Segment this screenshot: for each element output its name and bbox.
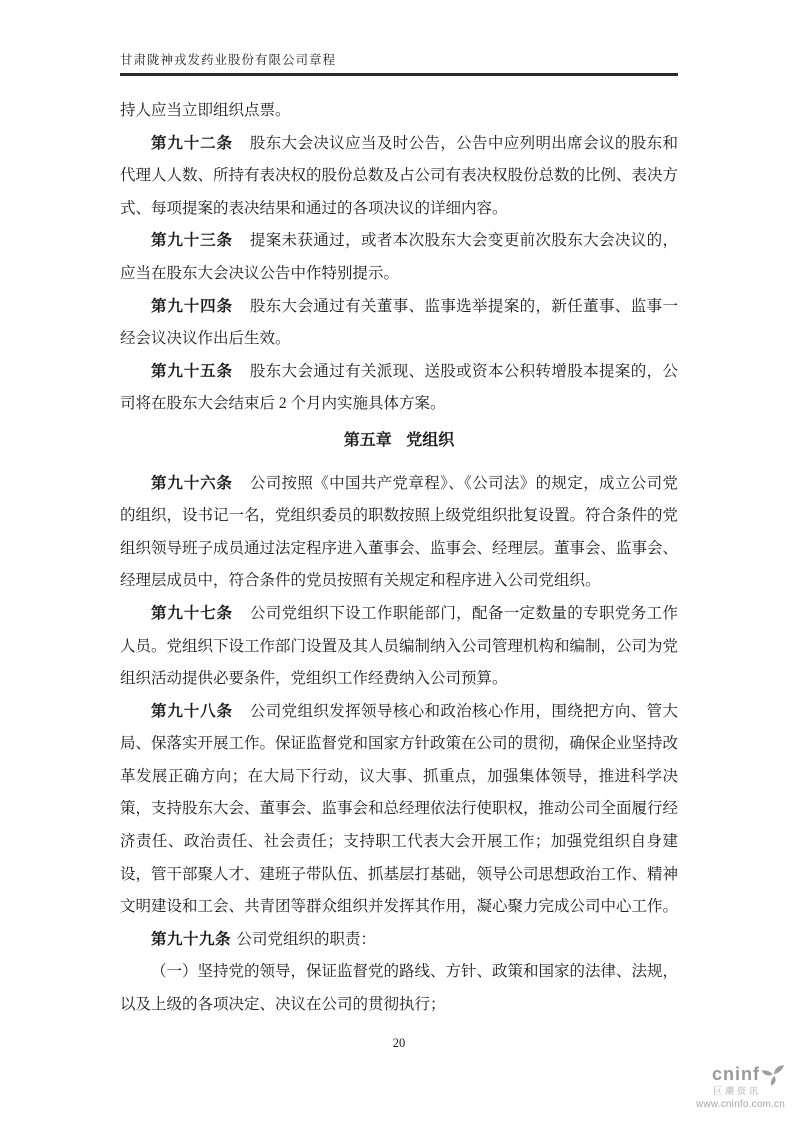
paragraph-text: 股东大会决议应当及时公告，公告中应列明出席会议的股东和代理人人数、所持有表决权的股份总数及占公司有表决权股份总数的比例、表决方式、每项提案的表决结果和通过的各项决议的详细内容。 xyxy=(120,134,679,217)
paragraph-continuation xyxy=(120,95,678,128)
article-number: 第九十三条 xyxy=(151,232,233,250)
article-number: 第九十五条 xyxy=(151,362,233,380)
document-body xyxy=(120,95,678,1022)
cninfo-logo xyxy=(696,1064,785,1110)
header-title: 甘肃陇神戎发药业股份有限公司章程 xyxy=(120,53,337,67)
cninfo-brand-text: cninf xyxy=(712,1064,760,1085)
chapter-heading xyxy=(120,425,678,458)
paragraph-article-95 xyxy=(120,356,678,421)
paragraph-text: 公司党组织发挥领导核心和政治核心作用，围绕把方向、管大局、保落实开展工作。保证监督党和国家方针政策在公司的贯彻，确保企业坚持改革发展正确方向；在大局下行动，议大事、抓重点，加强集体领导，推进科学决策，支持股东大会、董事会、监事会和总经理依法行使职权，推动公司全面履行经济责任、政治责任、社会责任；支持职工代表大会开展工作；加强党组织自身建设，管干部聚人才、建班子带队伍、抓基层打基础，领导公司思想政治工作、精神文明建设和工会、共青团等群众组织并发挥其作用，凝心聚力完成公司中心工作。 xyxy=(120,702,679,916)
article-number: 第九十七条 xyxy=(151,604,233,622)
cninfo-chinese-name: 巨潮资讯 xyxy=(712,1086,761,1096)
page-number: 20 xyxy=(392,1036,406,1050)
paragraph-text: 持人应当立即组织点票。 xyxy=(120,102,291,119)
chapter-title: 党组织 xyxy=(406,431,455,449)
paragraph-article-94 xyxy=(120,291,678,356)
cninfo-swirl-icon xyxy=(761,1064,785,1086)
paragraph-text: 股东大会通过有关派现、送股或资本公积转增股本提案的，公司将在股东大会结束后 2 个月内实施具体方案。 xyxy=(120,362,678,413)
article-number: 第九十二条 xyxy=(151,134,233,152)
paragraph-text: 公司党组织的职责： xyxy=(236,930,376,948)
paragraph-article-92 xyxy=(120,128,678,226)
cninfo-logo-row xyxy=(696,1064,785,1086)
article-number: 第九十六条 xyxy=(151,474,233,492)
header-rule xyxy=(120,73,678,76)
page-header xyxy=(120,50,678,76)
paragraph-text: 公司按照《中国共产党章程》、《公司法》的规定，成立公司党的组织，设书记一名，党组织委员的职数按照上级党组织批复设置。符合条件的党组织领导班子成员通过法定程序进入董事会、监事会、经理层。董事会、监事会、经理层成员中，符合条件的党员按照有关规定和程序进入公司党组织。 xyxy=(120,474,679,590)
article-number: 第九十八条 xyxy=(151,702,233,720)
article-number: 第九十四条 xyxy=(151,297,233,315)
paragraph-item-1 xyxy=(120,956,678,1021)
paragraph-text: 提案未获通过，或者本次股东大会变更前次股东大会决议的，应当在股东大会决议公告中作特别提示。 xyxy=(120,232,678,282)
chapter-number: 第五章 xyxy=(343,431,392,449)
cninfo-url: www.cninfo.com.cn xyxy=(696,1098,785,1110)
paragraph-article-96 xyxy=(120,468,678,598)
paragraph-article-98 xyxy=(120,696,678,924)
paragraph-text: （一）坚持党的领导，保证监督党的路线、方针、政策和国家的法律、法规，以及上级的各项决定、决议在公司的贯彻执行； xyxy=(120,963,679,1014)
paragraph-article-97 xyxy=(120,598,678,696)
paragraph-article-99 xyxy=(120,924,678,957)
paragraph-article-93 xyxy=(120,225,678,290)
paragraph-text: 公司党组织下设工作职能部门，配备一定数量的专职党务工作人员。党组织下设工作部门设置及其人员编制纳入公司管理机构和编制，公司为党组织活动提供必要条件，党组织工作经费纳入公司预算。 xyxy=(120,604,679,688)
paragraph-text: 股东大会通过有关董事、监事选举提案的，新任董事、监事一经会议决议作出后生效。 xyxy=(120,297,678,348)
article-number: 第九十九条 xyxy=(151,930,232,948)
